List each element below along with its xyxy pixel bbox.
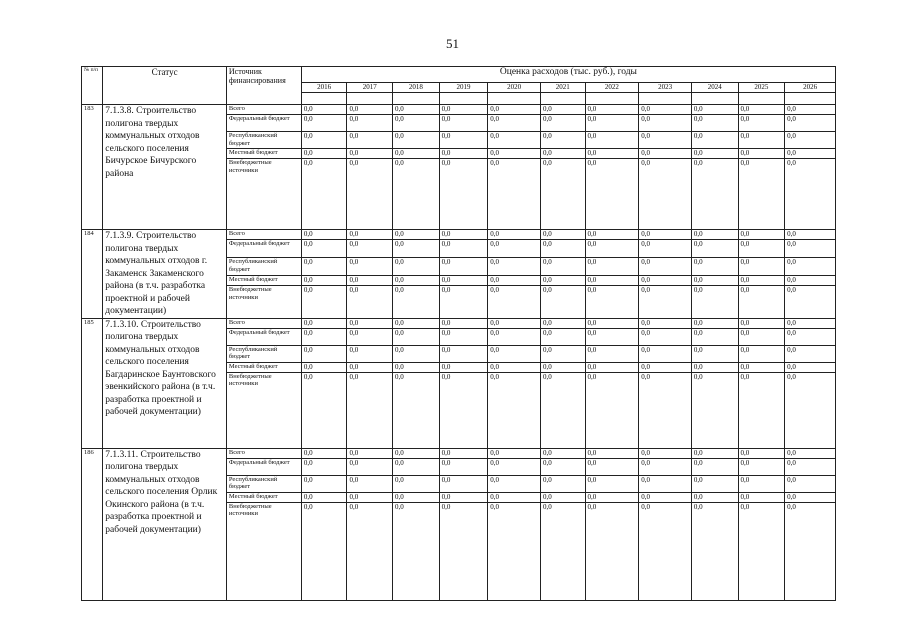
source-local: Местный бюджет bbox=[226, 362, 301, 372]
header-spacer-cell bbox=[347, 93, 393, 105]
value-cell: 0,0 bbox=[439, 502, 488, 600]
value-cell: 0,0 bbox=[691, 115, 738, 132]
value-cell: 0,0 bbox=[488, 345, 541, 362]
header-spacer-cell bbox=[738, 93, 785, 105]
value-cell: 0,0 bbox=[347, 475, 393, 492]
header-spacer-cell bbox=[691, 93, 738, 105]
value-cell: 0,0 bbox=[488, 149, 541, 159]
value-cell: 0,0 bbox=[639, 492, 692, 502]
value-cell: 0,0 bbox=[585, 115, 639, 132]
value-cell: 0,0 bbox=[785, 230, 836, 240]
source-federal: Федеральный бюджет bbox=[226, 458, 301, 475]
value-cell: 0,0 bbox=[585, 230, 639, 240]
value-cell: 0,0 bbox=[393, 132, 440, 149]
value-cell: 0,0 bbox=[347, 159, 393, 230]
value-cell: 0,0 bbox=[488, 230, 541, 240]
value-cell: 0,0 bbox=[347, 258, 393, 276]
value-cell: 0,0 bbox=[785, 318, 836, 328]
value-cell: 0,0 bbox=[585, 492, 639, 502]
value-cell: 0,0 bbox=[639, 502, 692, 600]
value-cell: 0,0 bbox=[691, 275, 738, 285]
value-cell: 0,0 bbox=[585, 286, 639, 318]
source-extrabudget: Внебюджетные источники bbox=[226, 286, 301, 318]
row-number: 186 bbox=[82, 448, 103, 600]
value-cell: 0,0 bbox=[540, 458, 585, 475]
value-cell: 0,0 bbox=[347, 492, 393, 502]
value-cell: 0,0 bbox=[785, 345, 836, 362]
value-cell: 0,0 bbox=[393, 458, 440, 475]
value-cell: 0,0 bbox=[691, 458, 738, 475]
value-cell: 0,0 bbox=[738, 475, 785, 492]
value-cell: 0,0 bbox=[301, 502, 347, 600]
value-cell: 0,0 bbox=[540, 448, 585, 458]
value-cell: 0,0 bbox=[785, 502, 836, 600]
value-cell: 0,0 bbox=[393, 275, 440, 285]
value-cell: 0,0 bbox=[301, 328, 347, 345]
row-status: 7.1.3.9. Строительство полигона твердых коммунальных отходов г. Закаменск Закаменского района (в т.ч. разработка проектной и рабочей документации) bbox=[103, 230, 227, 319]
value-cell: 0,0 bbox=[585, 502, 639, 600]
value-cell: 0,0 bbox=[540, 115, 585, 132]
source-republican: Республиканский бюджет bbox=[226, 345, 301, 362]
value-cell: 0,0 bbox=[439, 275, 488, 285]
value-cell: 0,0 bbox=[488, 362, 541, 372]
source-republican: Республиканский бюджет bbox=[226, 475, 301, 492]
source-local: Местный бюджет bbox=[226, 275, 301, 285]
value-cell: 0,0 bbox=[301, 132, 347, 149]
value-cell: 0,0 bbox=[738, 240, 785, 258]
value-cell: 0,0 bbox=[301, 258, 347, 276]
value-cell: 0,0 bbox=[585, 240, 639, 258]
row-status: 7.1.3.11. Строительство полигона твердых коммунальных отходов сельского поселения Орлик Окинского района (в т.ч. разработка проектной и рабочей документации) bbox=[103, 448, 227, 600]
value-cell: 0,0 bbox=[639, 458, 692, 475]
value-cell: 0,0 bbox=[540, 132, 585, 149]
value-cell: 0,0 bbox=[785, 458, 836, 475]
value-cell: 0,0 bbox=[540, 502, 585, 600]
budget-table bbox=[81, 66, 836, 601]
header-year: 2024 bbox=[691, 83, 738, 93]
table-body bbox=[82, 105, 836, 601]
value-cell: 0,0 bbox=[301, 475, 347, 492]
value-cell: 0,0 bbox=[347, 328, 393, 345]
value-cell: 0,0 bbox=[301, 159, 347, 230]
value-cell: 0,0 bbox=[393, 286, 440, 318]
table-row bbox=[82, 105, 836, 115]
value-cell: 0,0 bbox=[439, 372, 488, 448]
value-cell: 0,0 bbox=[738, 502, 785, 600]
value-cell: 0,0 bbox=[439, 132, 488, 149]
value-cell: 0,0 bbox=[393, 328, 440, 345]
value-cell: 0,0 bbox=[540, 362, 585, 372]
value-cell: 0,0 bbox=[639, 286, 692, 318]
value-cell: 0,0 bbox=[585, 345, 639, 362]
value-cell: 0,0 bbox=[639, 475, 692, 492]
value-cell: 0,0 bbox=[540, 475, 585, 492]
value-cell: 0,0 bbox=[347, 240, 393, 258]
value-cell: 0,0 bbox=[347, 275, 393, 285]
value-cell: 0,0 bbox=[488, 328, 541, 345]
source-republican: Республиканский бюджет bbox=[226, 132, 301, 149]
value-cell: 0,0 bbox=[639, 132, 692, 149]
value-cell: 0,0 bbox=[439, 362, 488, 372]
value-cell: 0,0 bbox=[691, 492, 738, 502]
value-cell: 0,0 bbox=[738, 115, 785, 132]
value-cell: 0,0 bbox=[691, 448, 738, 458]
value-cell: 0,0 bbox=[639, 345, 692, 362]
value-cell: 0,0 bbox=[738, 362, 785, 372]
header-year: 2016 bbox=[301, 83, 347, 93]
value-cell: 0,0 bbox=[691, 328, 738, 345]
value-cell: 0,0 bbox=[785, 492, 836, 502]
value-cell: 0,0 bbox=[393, 362, 440, 372]
value-cell: 0,0 bbox=[639, 318, 692, 328]
value-cell: 0,0 bbox=[439, 115, 488, 132]
value-cell: 0,0 bbox=[301, 372, 347, 448]
value-cell: 0,0 bbox=[540, 105, 585, 115]
value-cell: 0,0 bbox=[785, 149, 836, 159]
value-cell: 0,0 bbox=[488, 240, 541, 258]
value-cell: 0,0 bbox=[347, 372, 393, 448]
value-cell: 0,0 bbox=[301, 105, 347, 115]
value-cell: 0,0 bbox=[691, 318, 738, 328]
value-cell: 0,0 bbox=[738, 448, 785, 458]
value-cell: 0,0 bbox=[540, 328, 585, 345]
header-year: 2020 bbox=[488, 83, 541, 93]
value-cell: 0,0 bbox=[738, 372, 785, 448]
value-cell: 0,0 bbox=[585, 475, 639, 492]
value-cell: 0,0 bbox=[301, 149, 347, 159]
header-spacer-cell bbox=[585, 93, 639, 105]
value-cell: 0,0 bbox=[301, 318, 347, 328]
source-total: Всего bbox=[226, 318, 301, 328]
page-number: 51 bbox=[446, 36, 459, 51]
source-federal: Федеральный бюджет bbox=[226, 240, 301, 258]
value-cell: 0,0 bbox=[393, 475, 440, 492]
value-cell: 0,0 bbox=[439, 328, 488, 345]
value-cell: 0,0 bbox=[393, 345, 440, 362]
source-total: Всего bbox=[226, 230, 301, 240]
value-cell: 0,0 bbox=[691, 105, 738, 115]
header-source: Источник финансирования bbox=[226, 67, 301, 105]
value-cell: 0,0 bbox=[301, 230, 347, 240]
value-cell: 0,0 bbox=[691, 258, 738, 276]
source-extrabudget: Внебюджетные источники bbox=[226, 502, 301, 600]
source-federal: Федеральный бюджет bbox=[226, 115, 301, 132]
header-spacer-cell bbox=[301, 93, 347, 105]
value-cell: 0,0 bbox=[347, 105, 393, 115]
value-cell: 0,0 bbox=[691, 230, 738, 240]
value-cell: 0,0 bbox=[785, 258, 836, 276]
value-cell: 0,0 bbox=[785, 275, 836, 285]
value-cell: 0,0 bbox=[301, 275, 347, 285]
value-cell: 0,0 bbox=[691, 240, 738, 258]
value-cell: 0,0 bbox=[488, 275, 541, 285]
value-cell: 0,0 bbox=[639, 105, 692, 115]
value-cell: 0,0 bbox=[393, 105, 440, 115]
value-cell: 0,0 bbox=[488, 132, 541, 149]
value-cell: 0,0 bbox=[393, 492, 440, 502]
value-cell: 0,0 bbox=[393, 318, 440, 328]
value-cell: 0,0 bbox=[738, 230, 785, 240]
header-spacer-cell bbox=[785, 93, 836, 105]
value-cell: 0,0 bbox=[301, 115, 347, 132]
value-cell: 0,0 bbox=[785, 115, 836, 132]
value-cell: 0,0 bbox=[785, 159, 836, 230]
value-cell: 0,0 bbox=[738, 318, 785, 328]
header-spacer-cell bbox=[439, 93, 488, 105]
value-cell: 0,0 bbox=[639, 275, 692, 285]
value-cell: 0,0 bbox=[488, 502, 541, 600]
value-cell: 0,0 bbox=[439, 240, 488, 258]
value-cell: 0,0 bbox=[540, 159, 585, 230]
header-estimate: Оценка расходов (тыс. руб.), годы bbox=[301, 67, 835, 83]
value-cell: 0,0 bbox=[785, 132, 836, 149]
value-cell: 0,0 bbox=[585, 105, 639, 115]
value-cell: 0,0 bbox=[439, 230, 488, 240]
value-cell: 0,0 bbox=[691, 475, 738, 492]
source-republican: Республиканский бюджет bbox=[226, 258, 301, 276]
header-spacer-cell bbox=[540, 93, 585, 105]
source-total: Всего bbox=[226, 105, 301, 115]
value-cell: 0,0 bbox=[738, 492, 785, 502]
value-cell: 0,0 bbox=[585, 258, 639, 276]
source-extrabudget: Внебюджетные источники bbox=[226, 372, 301, 448]
value-cell: 0,0 bbox=[738, 132, 785, 149]
value-cell: 0,0 bbox=[639, 230, 692, 240]
header-year: 2018 bbox=[393, 83, 440, 93]
value-cell: 0,0 bbox=[540, 318, 585, 328]
value-cell: 0,0 bbox=[439, 258, 488, 276]
value-cell: 0,0 bbox=[347, 362, 393, 372]
value-cell: 0,0 bbox=[691, 149, 738, 159]
value-cell: 0,0 bbox=[301, 448, 347, 458]
value-cell: 0,0 bbox=[540, 492, 585, 502]
value-cell: 0,0 bbox=[738, 345, 785, 362]
value-cell: 0,0 bbox=[488, 372, 541, 448]
value-cell: 0,0 bbox=[488, 105, 541, 115]
value-cell: 0,0 bbox=[301, 345, 347, 362]
row-status: 7.1.3.10. Строительство полигона твердых коммунальных отходов сельского поселения Багдаринское Баунтовского эвенкийского района (в т.ч. разработка проектной и рабочей документации) bbox=[103, 318, 227, 448]
value-cell: 0,0 bbox=[347, 502, 393, 600]
row-number: 184 bbox=[82, 230, 103, 319]
value-cell: 0,0 bbox=[639, 240, 692, 258]
value-cell: 0,0 bbox=[488, 448, 541, 458]
header-year: 2017 bbox=[347, 83, 393, 93]
table-row bbox=[82, 318, 836, 328]
value-cell: 0,0 bbox=[439, 345, 488, 362]
header-status: Статус bbox=[103, 67, 227, 105]
source-extrabudget: Внебюджетные источники bbox=[226, 159, 301, 230]
value-cell: 0,0 bbox=[488, 159, 541, 230]
value-cell: 0,0 bbox=[488, 286, 541, 318]
value-cell: 0,0 bbox=[691, 372, 738, 448]
value-cell: 0,0 bbox=[540, 345, 585, 362]
value-cell: 0,0 bbox=[585, 448, 639, 458]
value-cell: 0,0 bbox=[393, 448, 440, 458]
value-cell: 0,0 bbox=[301, 362, 347, 372]
value-cell: 0,0 bbox=[691, 362, 738, 372]
table-row bbox=[82, 230, 836, 240]
value-cell: 0,0 bbox=[639, 448, 692, 458]
value-cell: 0,0 bbox=[639, 362, 692, 372]
source-local: Местный бюджет bbox=[226, 492, 301, 502]
value-cell: 0,0 bbox=[691, 159, 738, 230]
value-cell: 0,0 bbox=[738, 458, 785, 475]
value-cell: 0,0 bbox=[439, 475, 488, 492]
value-cell: 0,0 bbox=[347, 448, 393, 458]
value-cell: 0,0 bbox=[738, 286, 785, 318]
value-cell: 0,0 bbox=[540, 240, 585, 258]
value-cell: 0,0 bbox=[439, 105, 488, 115]
value-cell: 0,0 bbox=[691, 502, 738, 600]
value-cell: 0,0 bbox=[393, 115, 440, 132]
value-cell: 0,0 bbox=[585, 372, 639, 448]
row-number: 183 bbox=[82, 105, 103, 230]
value-cell: 0,0 bbox=[540, 372, 585, 448]
value-cell: 0,0 bbox=[785, 328, 836, 345]
value-cell: 0,0 bbox=[347, 230, 393, 240]
value-cell: 0,0 bbox=[488, 318, 541, 328]
value-cell: 0,0 bbox=[738, 149, 785, 159]
header-spacer-cell bbox=[393, 93, 440, 105]
header-year: 2021 bbox=[540, 83, 585, 93]
value-cell: 0,0 bbox=[439, 286, 488, 318]
header-year: 2025 bbox=[738, 83, 785, 93]
value-cell: 0,0 bbox=[785, 372, 836, 448]
header-number: № п/п bbox=[82, 67, 103, 105]
value-cell: 0,0 bbox=[639, 372, 692, 448]
header-year: 2019 bbox=[439, 83, 488, 93]
value-cell: 0,0 bbox=[347, 458, 393, 475]
value-cell: 0,0 bbox=[540, 149, 585, 159]
header-year: 2026 bbox=[785, 83, 836, 93]
value-cell: 0,0 bbox=[738, 328, 785, 345]
value-cell: 0,0 bbox=[301, 492, 347, 502]
value-cell: 0,0 bbox=[301, 240, 347, 258]
value-cell: 0,0 bbox=[439, 149, 488, 159]
row-number: 185 bbox=[82, 318, 103, 448]
value-cell: 0,0 bbox=[639, 328, 692, 345]
value-cell: 0,0 bbox=[785, 448, 836, 458]
value-cell: 0,0 bbox=[691, 345, 738, 362]
value-cell: 0,0 bbox=[585, 275, 639, 285]
header-year: 2023 bbox=[639, 83, 692, 93]
value-cell: 0,0 bbox=[488, 115, 541, 132]
value-cell: 0,0 bbox=[639, 149, 692, 159]
value-cell: 0,0 bbox=[540, 258, 585, 276]
source-federal: Федеральный бюджет bbox=[226, 328, 301, 345]
value-cell: 0,0 bbox=[738, 105, 785, 115]
value-cell: 0,0 bbox=[393, 240, 440, 258]
value-cell: 0,0 bbox=[439, 159, 488, 230]
value-cell: 0,0 bbox=[347, 318, 393, 328]
value-cell: 0,0 bbox=[347, 149, 393, 159]
value-cell: 0,0 bbox=[691, 286, 738, 318]
value-cell: 0,0 bbox=[393, 502, 440, 600]
value-cell: 0,0 bbox=[585, 458, 639, 475]
value-cell: 0,0 bbox=[540, 286, 585, 318]
header-spacer-cell bbox=[639, 93, 692, 105]
value-cell: 0,0 bbox=[785, 240, 836, 258]
value-cell: 0,0 bbox=[639, 115, 692, 132]
value-cell: 0,0 bbox=[738, 275, 785, 285]
table-header bbox=[82, 67, 836, 105]
value-cell: 0,0 bbox=[439, 458, 488, 475]
value-cell: 0,0 bbox=[585, 318, 639, 328]
value-cell: 0,0 bbox=[301, 458, 347, 475]
value-cell: 0,0 bbox=[488, 458, 541, 475]
value-cell: 0,0 bbox=[585, 159, 639, 230]
value-cell: 0,0 bbox=[738, 258, 785, 276]
value-cell: 0,0 bbox=[639, 159, 692, 230]
row-status: 7.1.3.8. Строительство полигона твердых коммунальных отходов сельского поселения Бичурское Бичурского района bbox=[103, 105, 227, 230]
value-cell: 0,0 bbox=[540, 230, 585, 240]
value-cell: 0,0 bbox=[785, 105, 836, 115]
value-cell: 0,0 bbox=[585, 149, 639, 159]
value-cell: 0,0 bbox=[301, 286, 347, 318]
value-cell: 0,0 bbox=[488, 492, 541, 502]
value-cell: 0,0 bbox=[585, 362, 639, 372]
header-spacer-cell bbox=[488, 93, 541, 105]
value-cell: 0,0 bbox=[393, 372, 440, 448]
value-cell: 0,0 bbox=[585, 132, 639, 149]
value-cell: 0,0 bbox=[347, 345, 393, 362]
table-row bbox=[82, 448, 836, 458]
value-cell: 0,0 bbox=[393, 258, 440, 276]
value-cell: 0,0 bbox=[393, 230, 440, 240]
value-cell: 0,0 bbox=[347, 132, 393, 149]
value-cell: 0,0 bbox=[347, 115, 393, 132]
value-cell: 0,0 bbox=[785, 362, 836, 372]
value-cell: 0,0 bbox=[738, 159, 785, 230]
value-cell: 0,0 bbox=[439, 318, 488, 328]
header-year: 2022 bbox=[585, 83, 639, 93]
value-cell: 0,0 bbox=[639, 258, 692, 276]
value-cell: 0,0 bbox=[691, 132, 738, 149]
value-cell: 0,0 bbox=[488, 475, 541, 492]
source-local: Местный бюджет bbox=[226, 149, 301, 159]
source-total: Всего bbox=[226, 448, 301, 458]
value-cell: 0,0 bbox=[439, 492, 488, 502]
value-cell: 0,0 bbox=[393, 149, 440, 159]
value-cell: 0,0 bbox=[347, 286, 393, 318]
value-cell: 0,0 bbox=[439, 448, 488, 458]
value-cell: 0,0 bbox=[488, 258, 541, 276]
value-cell: 0,0 bbox=[540, 275, 585, 285]
value-cell: 0,0 bbox=[393, 159, 440, 230]
value-cell: 0,0 bbox=[785, 475, 836, 492]
value-cell: 0,0 bbox=[585, 328, 639, 345]
value-cell: 0,0 bbox=[785, 286, 836, 318]
